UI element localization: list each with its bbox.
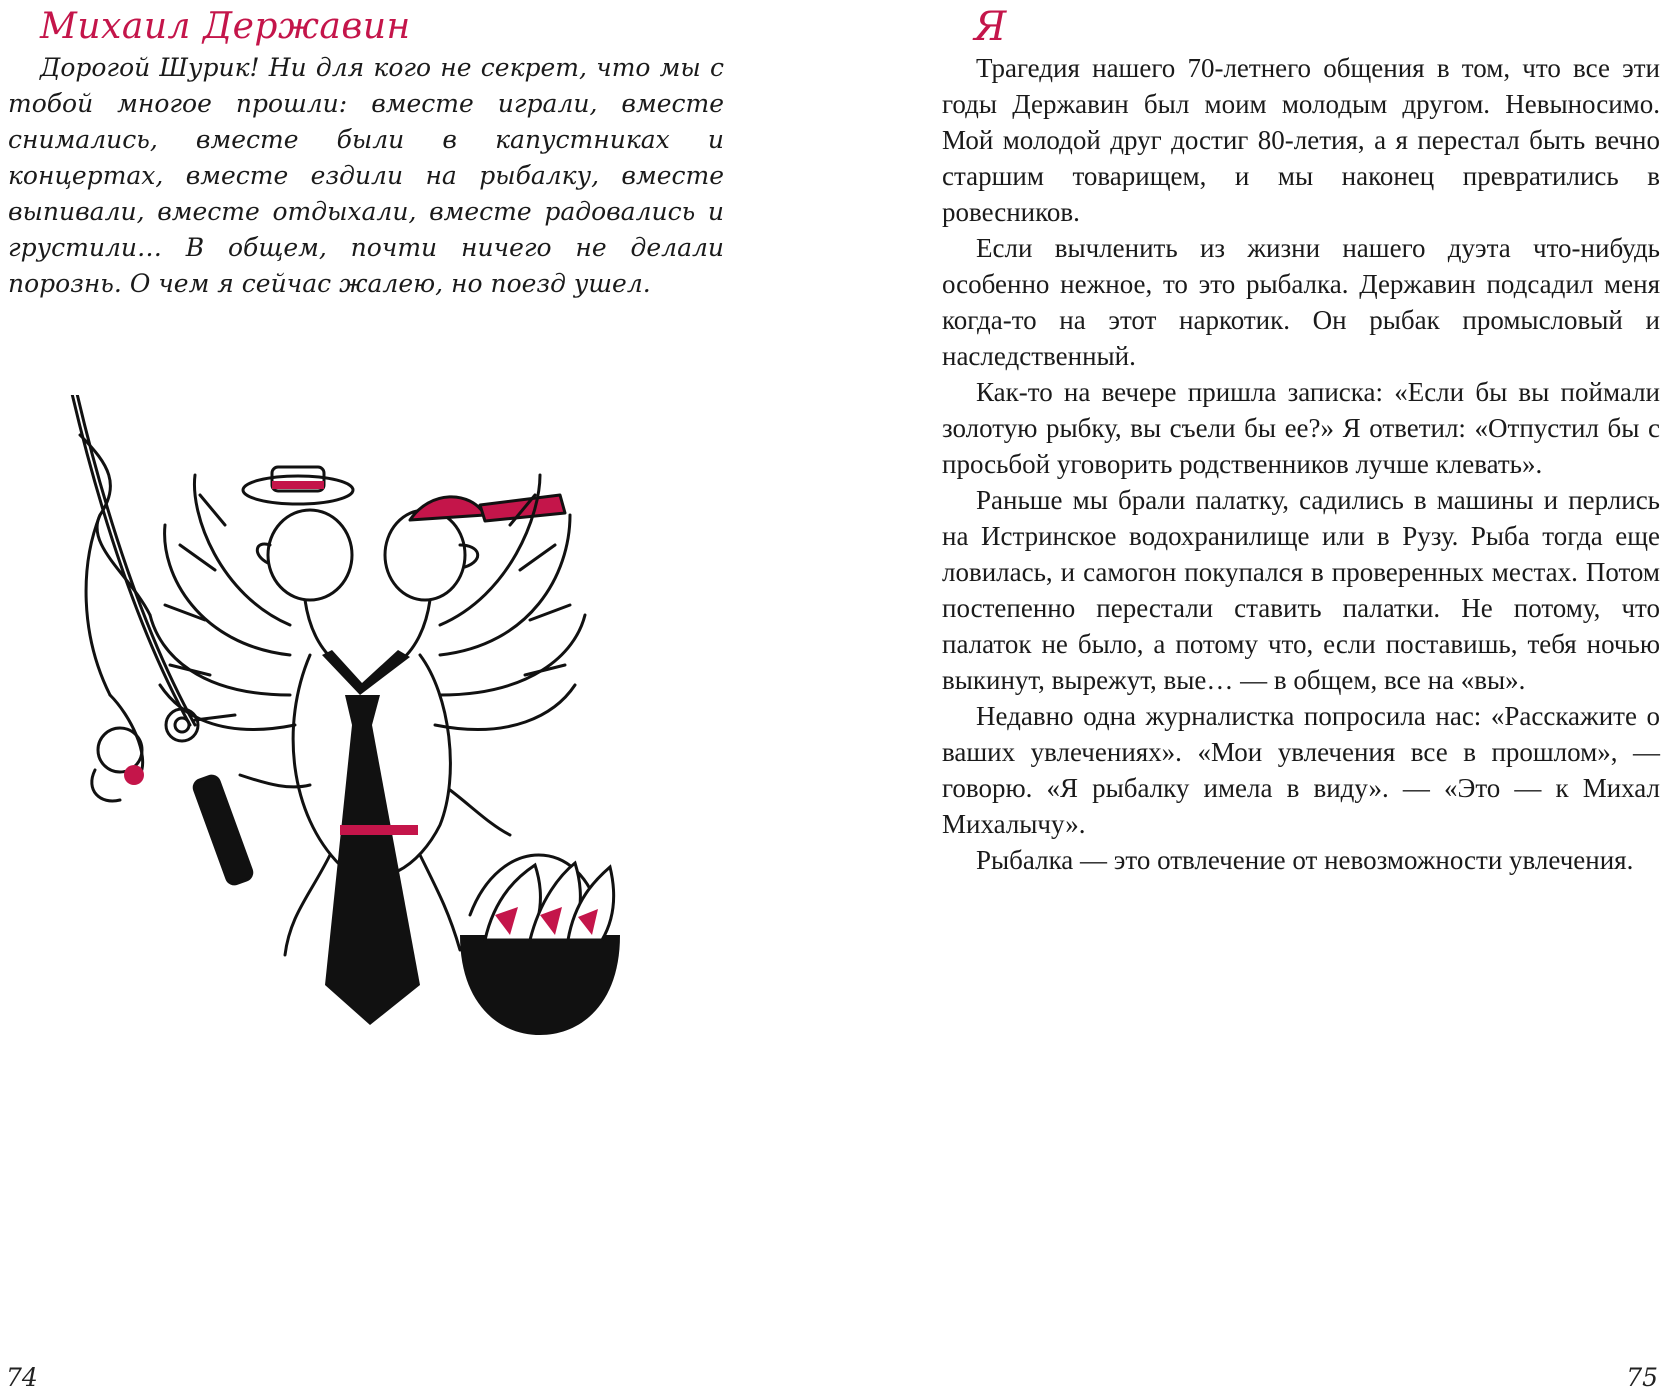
body-text [942,50,1660,878]
paragraph: Если вычленить из жизни нашего дуэта что-нибудь особенно нежное, то это рыбалка. Державин подсадил меня когда-то на этот наркотик. Он рыбак промысловый и наследственный. [942,233,1660,371]
page-number-right: 75 [1626,1363,1658,1392]
paragraph: Как-то на вечере пришла записка: «Если бы вы поймали золотую рыбку, вы съели бы ее?» Я ответил: «Отпустил бы с просьбой уговорить родственников лучше клевать». [942,377,1660,479]
paragraph: Недавно одна журналистка попросила нас: «Расскажите о ваших увлечениях». «Мои увлечения все в прошлом», — говорю. «Я рыбалку имела в виду». — «Это — к Михал Михалычу». [942,701,1660,839]
paragraph: Рыбалка — это отвлечение от невозможности увлечения. [976,845,1634,875]
eagle-fisherman-illustration [40,395,680,1095]
paragraph: Раньше мы брали палатку, садились в машины и перлись на Истринское водохранилище или в Рузу. Рыба тогда еще ловилась, и самогон покупался в проверенных местах. Потом постепенно перестали ставить палатки. Не потому, что палаток не было, а потому что, если поставишь, тебя ночью выкинут, вырежут, вые… — в общем, все на «вы». [942,485,1660,695]
paragraph: Трагедия нашего 70-летнего общения в том, что все эти годы Державин был моим молодым другом. Невыносимо. Мой молодой друг достиг 80-летия, а я перестал быть вечно старшим товарищем, и мы наконец превратились в ровесников. [942,53,1660,227]
page-number-left: 74 [6,1363,38,1392]
right-page [940,0,1666,1396]
author-name-heading: Михаил Державин [40,6,411,47]
section-heading: Я [974,4,1007,50]
dedication-letter: Дорогой Шурик! Ни для кого не секрет, что мы с тобой многое прошли: вместе играли, вместе снимались, вместе были в капустниках и концертах, вместе ездили на рыбалку, вместе выпивали, вместе отдыхали, вместе радовались и грустили… В общем, почти ничего не делали порознь. О чем я сейчас жалею, но поезд ушел. [8,53,724,298]
left-page [0,0,760,1396]
